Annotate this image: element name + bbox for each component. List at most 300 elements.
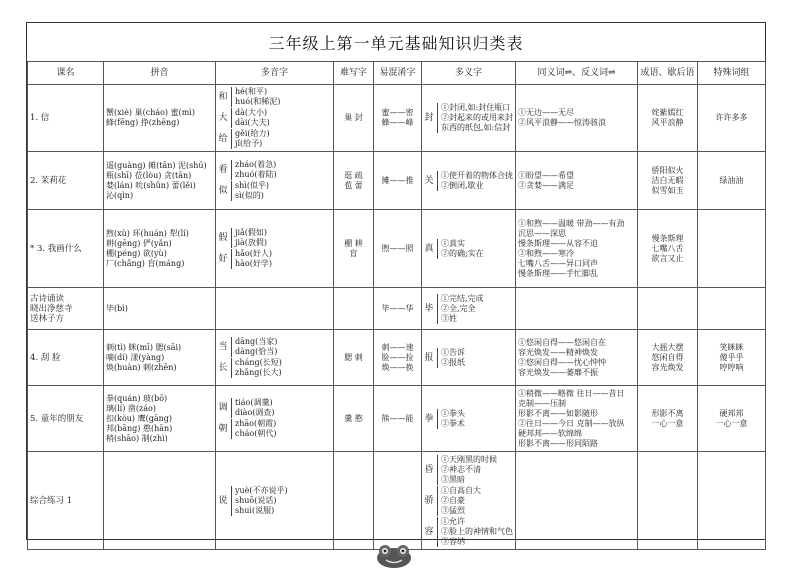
- polyphone-reading: yuè(不亦说乎): [235, 485, 288, 495]
- polyphone-cell: [216, 330, 334, 386]
- table-row: [28, 330, 766, 386]
- header-pinyin: 拼音: [104, 62, 216, 85]
- pinyin-line: 蟹(xiè) 巢(cháo) 蜜(mì): [106, 108, 195, 117]
- pinyin-line: 耕(gēng) 俨(yǎn): [106, 238, 172, 248]
- multi-char: 容: [424, 526, 434, 537]
- header-confusing-chars: 易混淆字: [374, 62, 422, 85]
- pinyin-line: 焕(huàn) 刺(zhēn): [106, 362, 177, 372]
- pinyin-cell: [104, 288, 216, 330]
- polyphone-reading: shuì(说服): [235, 505, 275, 515]
- hard-chars-line: 腮 刺: [344, 352, 363, 362]
- hard-chars-line: 羹 憨: [344, 413, 363, 423]
- polyphone-readings: [231, 249, 272, 269]
- hard-chars-cell: [334, 152, 374, 210]
- idiom-line: 骄阳似火: [651, 165, 684, 175]
- polyphone-reading: jiǎ(假如): [235, 228, 268, 237]
- multi-group: [424, 294, 513, 324]
- lesson-name: 晓出净慈寺: [30, 303, 73, 314]
- hard-chars-cell: [334, 330, 374, 386]
- idiom-cell: [638, 152, 698, 210]
- pinyin-cell: [104, 210, 216, 288]
- confusing-line: 脸——捡: [381, 352, 414, 362]
- pinyin-lines: [106, 394, 213, 444]
- idiom-line: 风平浪静: [651, 118, 684, 127]
- page-title: 三年级上第一单元基础知识归类表: [268, 34, 524, 53]
- polyphone-cell: [216, 210, 334, 288]
- synonym-line: 沉思——深思: [518, 228, 566, 238]
- hard-chars-cell: [334, 85, 374, 152]
- polyphone-char: 朝: [218, 424, 228, 434]
- multi-item: ②封起来的或用来封: [441, 113, 513, 122]
- polyphone-readings: [231, 358, 282, 378]
- pinyin-line: 厂(chǎng) 盲(máng): [106, 258, 185, 268]
- confusing-line: 蜂——峰: [381, 118, 414, 127]
- special-line: 哼哼响: [719, 362, 744, 372]
- polyphone-reading: shì(似乎): [235, 181, 270, 190]
- synonym-line: 七嘴八舌——异口同声: [518, 258, 598, 268]
- multi-group: [424, 103, 513, 133]
- polyphone-readings: [231, 160, 277, 180]
- polyphone-group: [218, 181, 331, 201]
- idiom-line: 一心一意: [651, 418, 684, 428]
- polyphone-readings: [231, 87, 280, 107]
- synonym-line: 克制——压制: [518, 398, 566, 408]
- polyphone-group: [218, 486, 331, 516]
- confusing-lines: [376, 244, 419, 254]
- hard-chars-cell: [334, 452, 374, 550]
- lesson-cell: [28, 330, 104, 386]
- pinyin-lines: [106, 108, 213, 128]
- multi-item: ②倒闭,歇业: [441, 180, 484, 190]
- polyphone-char: 调: [218, 403, 228, 413]
- lesson-name: 古诗诵读: [30, 293, 65, 304]
- pinyin-line: 毕(bì): [106, 303, 128, 313]
- confusing-cell: [374, 288, 422, 330]
- multi-item: ③黑暗: [441, 474, 465, 484]
- synonym-line: 慢条斯理——从容不迫: [518, 238, 598, 248]
- multi-item: ①完结,完成: [441, 293, 484, 303]
- idiom-lines: [640, 166, 695, 196]
- synonym-cell: [516, 288, 638, 330]
- polyphone-reading: diào(调查): [235, 408, 275, 417]
- polyphone-readings: [231, 398, 275, 418]
- polyphone-reading: hé(和平): [235, 87, 268, 96]
- polyphone-reading: dàng(恰当): [235, 347, 278, 356]
- multi-group: [424, 455, 513, 485]
- synonym-cell: [516, 386, 638, 452]
- special-line: 硬邦邦: [719, 408, 744, 418]
- synonym-line: ②贪婪——满足: [518, 180, 574, 190]
- multi-items: [437, 348, 465, 368]
- hard-chars-line: 逛 疏: [344, 170, 363, 180]
- multi-item: ③猛烈: [441, 505, 465, 515]
- multi-char: 拳: [424, 413, 434, 424]
- pinyin-line: 沁(qìn): [106, 190, 134, 200]
- special-line: 傻乎乎: [719, 352, 744, 362]
- confusing-cell: [374, 330, 422, 386]
- synonym-cell: [516, 152, 638, 210]
- special-lines: [700, 409, 763, 429]
- polyphone-group: [218, 87, 331, 107]
- polyphone-char: 假: [218, 233, 228, 243]
- multi-items: [437, 294, 484, 324]
- special-lines: [700, 176, 763, 186]
- multi-item: ②自豪: [441, 495, 465, 505]
- header-polyphone: 多音字: [216, 62, 334, 85]
- polyphone-reading: tiáo(调羹): [235, 398, 273, 407]
- synonym-line: 容光焕发——萎靡不振: [518, 367, 598, 377]
- polyphone-reading: dài(大夫): [235, 118, 270, 127]
- synonym-line: ②往日——今日 克制——放纵: [518, 418, 625, 428]
- synonym-line: ②风平浪静——惊涛骇浪: [518, 118, 606, 127]
- hard-chars-cell: [334, 288, 374, 330]
- multi-items: [437, 239, 484, 259]
- synonym-cell: [516, 452, 638, 550]
- polyphone-readings: [231, 419, 276, 439]
- synonym-line: 容光焕发——精神焕发: [518, 347, 598, 357]
- multi-char: 关: [424, 175, 434, 186]
- idiom-line: 七嘴八舌: [651, 243, 684, 253]
- synonym-lines: [518, 171, 635, 191]
- special-lines: [700, 343, 763, 373]
- polyphone-group: [218, 249, 331, 269]
- header-row: [28, 62, 766, 85]
- multi-char: 昏: [424, 464, 434, 475]
- synonym-lines: [518, 338, 635, 378]
- multi-item: ①允许: [441, 516, 465, 526]
- pinyin-line: 璃(lí) 凿(záo): [106, 403, 156, 413]
- hard-chars-line: 巢 封: [344, 113, 363, 122]
- multi-item: ①自高自大: [441, 485, 481, 495]
- pinyin-cell: [104, 386, 216, 452]
- lesson-name: 1. 信: [30, 113, 50, 123]
- synonym-cell: [516, 85, 638, 152]
- polyphone-reading: zhuó(着陆): [235, 170, 277, 179]
- header-special-phrases: 特殊词组: [698, 62, 766, 85]
- table-row: [28, 152, 766, 210]
- lesson-cell: [28, 152, 104, 210]
- hard-chars-lines: [336, 353, 371, 363]
- polyphone-group: [218, 160, 331, 180]
- synonym-cell: [516, 330, 638, 386]
- polyphone-group: [218, 228, 331, 248]
- synonym-lines: [518, 219, 635, 279]
- multi-items: [437, 486, 481, 516]
- polyphone-reading: cháo(朝代): [235, 429, 277, 438]
- table-row: [28, 386, 766, 452]
- multi-item: ②全,完全: [441, 303, 476, 313]
- polyphone-char: 好: [218, 254, 228, 264]
- polyphone-char: 说: [218, 495, 228, 506]
- table-row: [28, 288, 766, 330]
- table-row: [28, 452, 766, 550]
- idiom-lines: [640, 108, 695, 128]
- pinyin-line: 棚(péng) 欲(yù): [106, 248, 167, 258]
- lesson-cell: [28, 210, 104, 288]
- multi-group: [424, 239, 513, 259]
- synonym-line: ②和煦——寒冷: [518, 248, 574, 258]
- multi-item: 东西的纸包,如:信封: [441, 123, 511, 132]
- polyphone-reading: jià(放假): [235, 238, 268, 247]
- polyphone-group: [218, 108, 331, 128]
- header-hard-chars: 难写字: [334, 62, 374, 85]
- multi-item: ①天刚黑的时候: [441, 454, 497, 464]
- synonym-line: ①稍微——略微 往日——昔日: [518, 388, 625, 398]
- lesson-name: 综合练习 1: [30, 495, 73, 506]
- polyphone-readings: [231, 228, 267, 248]
- synonym-line: ①悠闲自得——悠闲自在: [518, 337, 606, 347]
- synonym-line: ②悠闲自得——忧心忡忡: [518, 357, 606, 367]
- hard-chars-lines: [336, 171, 371, 191]
- multi-item: ②神志不清: [441, 464, 481, 474]
- multi-meaning-cell: [422, 152, 516, 210]
- pinyin-line: 遥(guàng) 摊(tān) 泥(shū): [106, 160, 207, 170]
- polyphone-cell: [216, 288, 334, 330]
- hard-chars-cell: [334, 210, 374, 288]
- polyphone-reading: hào(好学): [235, 259, 272, 268]
- polyphone-char: 和: [218, 92, 228, 102]
- polyphone-char: 给: [218, 134, 228, 144]
- synonym-line: 慢条斯理——手忙脚乱: [518, 268, 598, 278]
- multi-item: ②的确;实在: [441, 248, 484, 258]
- special-lines: [700, 113, 763, 123]
- lesson-name: 4. 刮 脸: [30, 352, 61, 363]
- idiom-cell: [638, 386, 698, 452]
- pinyin-line: 扣(kòu) 鹰(gāng): [106, 413, 173, 423]
- polyphone-readings: [231, 486, 288, 516]
- confusing-cell: [374, 452, 422, 550]
- multi-item: ③容纳: [441, 536, 465, 546]
- multi-items: [437, 103, 513, 133]
- confusing-cell: [374, 386, 422, 452]
- polyphone-char: 长: [218, 363, 228, 373]
- pinyin-lines: [106, 229, 213, 269]
- multi-group: [424, 348, 513, 368]
- pinyin-line: 刺(tì) 眯(mī) 腮(sāi): [106, 342, 182, 352]
- multi-item: ①拳头: [441, 408, 465, 418]
- synonym-cell: [516, 210, 638, 288]
- confusing-line: 摊——推: [381, 175, 414, 185]
- table-row: [28, 210, 766, 288]
- idiom-lines: [640, 343, 695, 373]
- confusing-line: 刺——速: [381, 342, 414, 352]
- table-row: [28, 85, 766, 152]
- pinyin-cell: [104, 330, 216, 386]
- hard-chars-lines: [336, 239, 371, 259]
- polyphone-char: 似: [218, 186, 228, 196]
- lesson-cell: [28, 452, 104, 550]
- multi-meaning-cell: [422, 386, 516, 452]
- confusing-line: 蜜——密: [381, 108, 414, 117]
- polyphone-reading: hǎo(好人): [235, 249, 272, 258]
- polyphone-reading: zhǎng(长大): [235, 368, 282, 377]
- confusing-lines: [376, 414, 419, 424]
- pinyin-line: 瓶(shī) 莅(lòu) 贪(tān): [106, 170, 192, 180]
- idiom-line: 形影不离: [651, 408, 684, 418]
- special-cell: [698, 386, 766, 452]
- confusing-cell: [374, 152, 422, 210]
- pinyin-line: 稍(shāo) 制(zhì): [106, 433, 168, 443]
- multi-char: 真: [424, 243, 434, 254]
- multi-items: [437, 409, 465, 429]
- header-idioms: 成语、歇后语: [638, 62, 698, 85]
- idiom-cell: [638, 330, 698, 386]
- idiom-line: 洁白无暇: [651, 175, 684, 185]
- special-line: 绿油油: [719, 175, 744, 185]
- pinyin-cell: [104, 452, 216, 550]
- confusing-lines: [376, 343, 419, 373]
- synonym-line: ①和煦——温暖 带劲——有劲: [518, 218, 625, 228]
- confusing-line: 煦——照: [381, 243, 414, 253]
- polyphone-group: [218, 419, 331, 439]
- multi-item: ①真实: [441, 238, 465, 248]
- multi-item: ②脸上的神情和气色: [441, 526, 513, 536]
- polyphone-reading: sì(似的): [235, 191, 264, 200]
- polyphone-reading: gěi(给力): [235, 129, 270, 138]
- pinyin-line: 嘀(dí) 漾(yàng): [106, 352, 165, 362]
- lesson-cell: [28, 288, 104, 330]
- polyphone-char: 大: [218, 113, 228, 123]
- multi-char: 骄: [424, 495, 434, 506]
- polyphone-reading: zháo(着急): [235, 160, 277, 169]
- polyphone-reading: zhāo(朝霞): [235, 419, 277, 428]
- synonym-line: ①盼望——希望: [518, 170, 574, 180]
- header-synonyms: 同义词⇌、反义词⇌: [516, 62, 638, 85]
- special-line: 笑眯眯: [719, 342, 744, 352]
- polyphone-char: 看: [218, 165, 228, 175]
- synonym-lines: [518, 108, 635, 128]
- polyphone-reading: dà(大小): [235, 108, 268, 117]
- idiom-line: 容光焕发: [651, 362, 684, 372]
- special-line: 许许多多: [715, 113, 748, 122]
- special-line: 一心一意: [715, 418, 748, 428]
- idiom-cell: [638, 85, 698, 152]
- multi-group: [424, 486, 513, 516]
- multi-item: ①告诉: [441, 347, 465, 357]
- multi-meaning-cell: [422, 330, 516, 386]
- lesson-name: 2. 茉莉花: [30, 175, 67, 186]
- hard-chars-cell: [334, 386, 374, 452]
- polyphone-readings: [231, 337, 277, 357]
- pinyin-line: 拳(quán) 玻(bō): [106, 393, 168, 403]
- special-cell: [698, 288, 766, 330]
- polyphone-cell: [216, 152, 334, 210]
- polyphone-group: [218, 358, 331, 378]
- pinyin-lines: [106, 161, 213, 201]
- confusing-lines: [376, 176, 419, 186]
- hard-chars-line: 盲: [349, 248, 358, 258]
- idiom-lines: [640, 234, 695, 264]
- multi-items: [437, 517, 513, 547]
- header-lesson: 课名: [28, 62, 104, 85]
- hard-chars-lines: [336, 113, 371, 123]
- polyphone-cell: [216, 452, 334, 550]
- pinyin-lines: [106, 343, 213, 373]
- synonym-lines: [518, 389, 635, 449]
- polyphone-reading: jǐ(给予): [235, 139, 263, 148]
- special-cell: [698, 152, 766, 210]
- polyphone-group: [218, 129, 331, 149]
- pinyin-line: 邦(bāng) 憨(hān): [106, 423, 173, 433]
- lesson-cell: [28, 386, 104, 452]
- multi-items: [437, 455, 497, 485]
- hard-chars-line: 苞 蕾: [344, 180, 363, 190]
- confusing-cell: [374, 210, 422, 288]
- multi-meaning-cell: [422, 288, 516, 330]
- polyphone-reading: cháng(长短): [235, 358, 282, 367]
- pinyin-cell: [104, 152, 216, 210]
- synonym-line: 形影不离——如影随形: [518, 408, 598, 418]
- hard-chars-lines: [336, 414, 371, 424]
- worksheet: [26, 22, 766, 546]
- polyphone-reading: dāng(当家): [235, 337, 278, 346]
- frog-logo: [372, 543, 416, 569]
- multi-item: ①封闭,如:封住瓶口: [441, 103, 511, 112]
- polyphone-char: 当: [218, 342, 228, 352]
- lesson-name: 送林子方: [30, 313, 65, 324]
- confusing-line: 毕——华: [381, 303, 414, 313]
- polyphone-readings: [231, 181, 269, 201]
- multi-items: [437, 171, 513, 191]
- special-cell: [698, 210, 766, 288]
- lesson-name: * 3. 我画什么: [30, 243, 82, 254]
- knowledge-table: [27, 61, 766, 550]
- multi-item: ③姓: [441, 313, 457, 323]
- multi-char: 毕: [424, 303, 434, 314]
- synonym-line: ①无边——无尽: [518, 108, 574, 117]
- confusing-lines: [376, 108, 419, 128]
- confusing-cell: [374, 85, 422, 152]
- polyphone-reading: shuō(说话): [235, 495, 277, 505]
- synonym-line: 硬邦邦——软绵绵: [518, 428, 582, 438]
- multi-item: ②拳术: [441, 418, 465, 428]
- idiom-line: 慢条斯理: [651, 233, 684, 243]
- lesson-name: 5. 童年的朋友: [30, 413, 84, 424]
- idiom-line: 似雪如玉: [651, 185, 684, 195]
- idiom-line: 大摇大摆: [651, 342, 684, 352]
- header-multi-meaning: 多义字: [422, 62, 516, 85]
- pinyin-line: 婪(lán) 吮(shǔn) 蕾(lěi): [106, 180, 196, 190]
- polyphone-reading: huó(和稀泥): [235, 97, 281, 106]
- hard-chars-line: 棚 耕: [344, 238, 363, 248]
- polyphone-cell: [216, 386, 334, 452]
- multi-char: 封: [424, 113, 434, 123]
- special-cell: [698, 452, 766, 550]
- polyphone-readings: [231, 108, 270, 128]
- idiom-line: 欲言又止: [651, 253, 684, 263]
- multi-meaning-cell: [422, 85, 516, 152]
- multi-item: ②报纸: [441, 357, 465, 367]
- multi-meaning-cell: [422, 210, 516, 288]
- polyphone-group: [218, 337, 331, 357]
- special-cell: [698, 85, 766, 152]
- idiom-lines: [640, 409, 695, 429]
- idiom-line: 姹紫嫣红: [651, 108, 684, 117]
- pinyin-line: 蜂(fēng) 挣(zhēng): [106, 118, 180, 127]
- special-cell: [698, 330, 766, 386]
- synonym-line: 形影不离——形同陌路: [518, 438, 598, 448]
- polyphone-cell: [216, 85, 334, 152]
- polyphone-readings: [231, 129, 270, 149]
- idiom-cell: [638, 288, 698, 330]
- multi-meaning-cell: [422, 452, 516, 550]
- multi-group: [424, 171, 513, 191]
- multi-group: [424, 517, 513, 547]
- confusing-line: 焕——换: [381, 362, 414, 372]
- multi-item: ①使开着的物体合拢: [441, 170, 513, 180]
- idiom-cell: [638, 210, 698, 288]
- multi-group: [424, 409, 513, 429]
